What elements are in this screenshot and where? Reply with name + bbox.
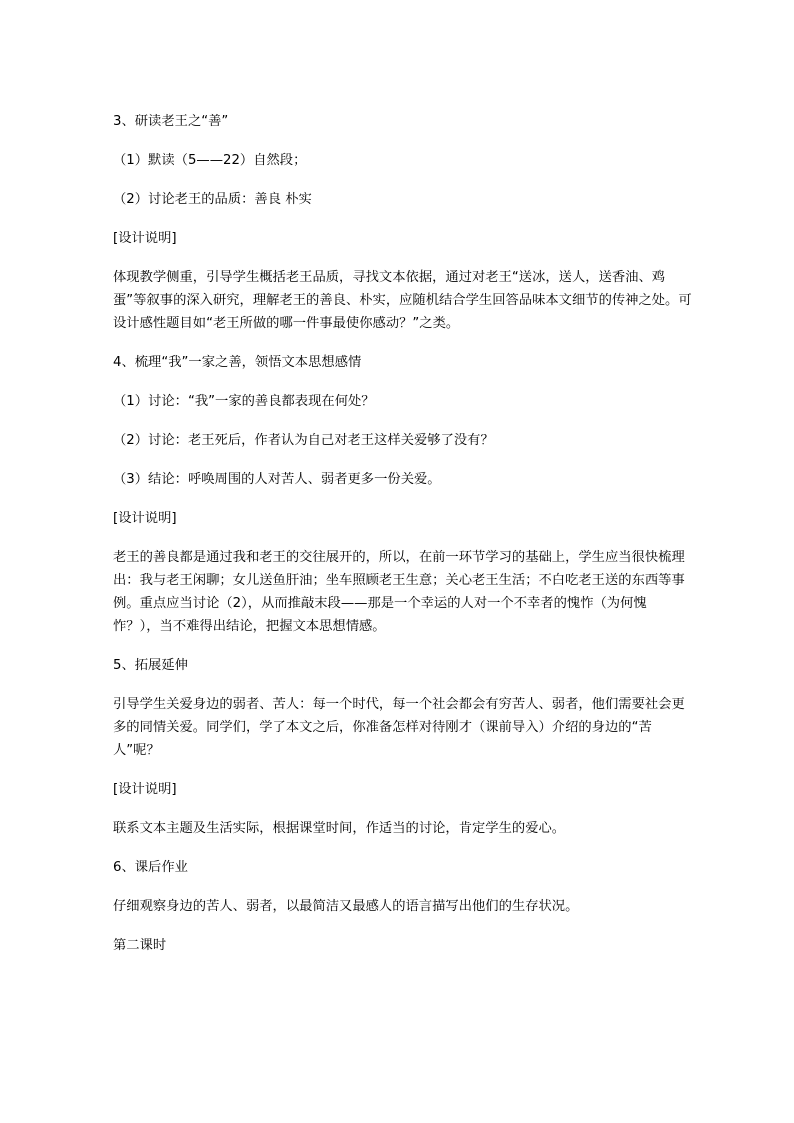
section-heading-3: 3、研读老王之“善” <box>113 114 229 129</box>
section-heading-4: 4、梳理“我”一家之善，领悟文本思想感情 <box>113 355 362 370</box>
section-heading-5: 5、拓展延伸 <box>113 658 188 673</box>
design-note-label: [设计说明] <box>113 782 177 797</box>
document-page <box>113 110 693 957</box>
step-3-1: （1）默读（5——22）自然段； <box>113 153 307 168</box>
step-4-2: （2）讨论：老王死后，作者认为自己对老王这样关爱够了没有？ <box>113 433 494 448</box>
homework-text: 仔细观察身边的苦人、弱者，以最简洁又最感人的语言描写出他们的生存状况。 <box>113 899 579 914</box>
design-note-label: [设计说明] <box>113 231 177 246</box>
design-note-text: 体现教学侧重，引导学生概括老王品质，寻找文本依据，通过对老王“送冰，送人，送香油、鸡蛋”等叙事的深入研究，理解老王的善良、朴实，应随机结合学生回答品味本文细节的传神之处。可设计感性题目如“老王所做的哪一件事最使你感动？”之类。 <box>113 270 692 331</box>
step-4-1: （1）讨论：“我”一家的善良都表现在何处？ <box>113 394 375 409</box>
section-heading-6: 6、课后作业 <box>113 860 188 875</box>
second-lesson-heading: 第二课时 <box>113 938 167 953</box>
extension-text: 引导学生关爱身边的弱者、苦人：每一个时代，每一个社会都会有穷苦人、弱者，他们需要社会更多的同情关爱。同学们，学了本文之后，你准备怎样对待刚才（课前导入）介绍的身边的“苦人”呢？ <box>113 697 685 758</box>
design-note-text: 老王的善良都是通过我和老王的交往展开的，所以，在前一环节学习的基础上，学生应当很快梳理出：我与老王闲聊；女儿送鱼肝油；坐车照顾老王生意；关心老王生活；不白吃老王送的东西等事例。重点应当讨论（2），从而推敲末段——那是一个幸运的人对一个不幸者的愧怍（为何愧怍？），当不难得出结论，把握文本思想情感。 <box>113 550 685 634</box>
design-note-text: 联系文本主题及生活实际，根据课堂时间，作适当的讨论，肯定学生的爱心。 <box>113 821 566 836</box>
design-note-label: [设计说明] <box>113 511 177 526</box>
step-3-2: （2）讨论老王的品质：善良 朴实 <box>113 192 312 207</box>
step-4-3: （3）结论：呼唤周围的人对苦人、弱者更多一份关爱。 <box>113 472 441 487</box>
